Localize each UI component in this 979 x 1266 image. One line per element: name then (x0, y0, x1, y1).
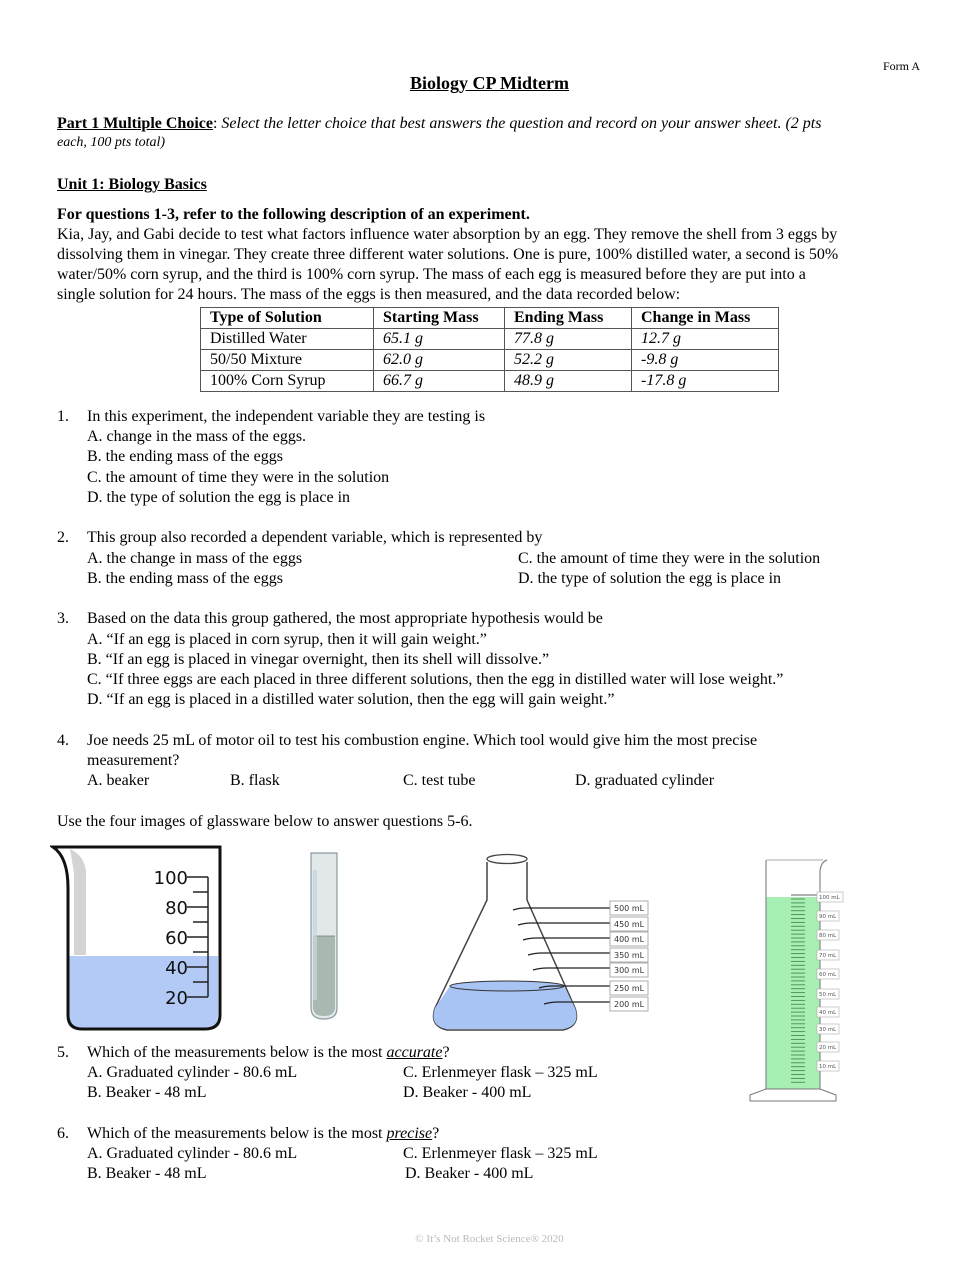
choice-d[interactable]: D. Beaker - 400 mL (405, 1165, 534, 1182)
beaker-mark: 80 (165, 898, 188, 919)
question-stem: Which of the measurements below is the most accurate? (87, 1044, 450, 1061)
question-stem: In this experiment, the independent variable they are testing is (87, 408, 486, 425)
test-tube-image (308, 850, 340, 1022)
column-header: Type of Solution (201, 308, 374, 329)
flask-mark: 250 mL (614, 984, 645, 993)
cylinder-mark: 100 mL (819, 895, 840, 901)
table-header-row (201, 308, 779, 329)
experiment-text-line: water/50% corn syrup, and the third is 100% corn syrup. The mass of each egg is measured before they are put into a (57, 266, 806, 283)
form-label: Form A (882, 59, 920, 73)
choice-b[interactable]: B. Beaker - 48 mL (87, 1165, 207, 1182)
flask-mark: 450 mL (614, 920, 645, 929)
part1-instructions: Part 1 Multiple Choice: Select the letter choice that best answers the question and record on your answer sheet. (2 pts (57, 115, 822, 132)
glassware-intro: Use the four images of glassware below to answer questions 5-6. (57, 813, 473, 830)
choice-a[interactable]: A. the change in mass of the eggs (87, 550, 303, 567)
cylinder-mark: 90 mL (819, 914, 837, 920)
copyright-footer: © It’s Not Rocket Science® 2020 (415, 1233, 564, 1245)
choice-c[interactable]: C. the amount of time they were in the solution (87, 469, 390, 486)
cylinder-mark: 20 mL (819, 1045, 837, 1051)
table-row (201, 371, 779, 392)
choice-d[interactable]: D. the type of solution the egg is place in (518, 570, 782, 587)
column-header: Starting Mass (374, 308, 505, 329)
beaker-mark: 60 (165, 928, 188, 949)
cell: 62.0 g (374, 350, 505, 371)
emphasis-accurate: accurate (386, 1044, 443, 1061)
experiment-text-line: single solution for 24 hours. The mass of the eggs is then measured, and the data recorded below: (57, 286, 681, 303)
experiment-text-line: Kia, Jay, and Gabi decide to test what factors influence water absorption by an egg. They remove the shell from 3 eggs by (57, 226, 838, 243)
flask-mark: 200 mL (614, 1000, 645, 1009)
choice-d[interactable]: D. the type of solution the egg is place in (87, 489, 351, 506)
beaker-mark: 20 (165, 988, 188, 1009)
flask-mark: 500 mL (614, 904, 645, 913)
choice-d[interactable]: D. graduated cylinder (575, 772, 715, 789)
question-stem: Joe needs 25 mL of motor oil to test his combustion engine. Which tool would give him the most precise (87, 732, 758, 749)
choice-c[interactable]: C. Erlenmeyer flask – 325 mL (403, 1145, 598, 1162)
question-number: 3. (57, 610, 69, 627)
column-header: Change in Mass (632, 308, 779, 329)
cylinder-mark: 60 mL (819, 972, 837, 978)
table-row (201, 350, 779, 371)
choice-d[interactable]: D. “If an egg is placed in a distilled water solution, then the egg will gain weight.” (87, 691, 615, 708)
choice-a[interactable]: A. beaker (87, 772, 150, 789)
choice-d[interactable]: D. Beaker - 400 mL (403, 1084, 532, 1101)
cell: 48.9 g (505, 371, 632, 392)
part1-instructions-text: Select the letter choice that best answers the question and record on your answer sheet. (2 pts (221, 115, 822, 132)
egg-mass-table (200, 307, 779, 392)
cell: 65.1 g (374, 329, 505, 350)
emphasis-precise: precise (386, 1125, 433, 1142)
part1-label: Part 1 Multiple Choice (57, 115, 213, 132)
question-number: 4. (57, 732, 69, 749)
unit-title: Unit 1: Biology Basics (57, 176, 207, 193)
choice-a[interactable]: A. “If an egg is placed in corn syrup, then it will gain weight.” (87, 631, 487, 648)
cylinder-mark: 50 mL (819, 992, 837, 998)
choice-c[interactable]: C. test tube (403, 772, 476, 789)
cell: 50/50 Mixture (201, 350, 374, 371)
question-stem: Based on the data this group gathered, the most appropriate hypothesis would be (87, 610, 603, 627)
cell: 12.7 g (632, 329, 779, 350)
choice-c[interactable]: C. “If three eggs are each placed in three different solutions, then the egg in distilled water will lose weight.” (87, 671, 784, 688)
erlenmeyer-flask-image (425, 850, 660, 1040)
cell: 77.8 g (505, 329, 632, 350)
beaker-image (50, 843, 225, 1033)
choice-a[interactable]: A. Graduated cylinder - 80.6 mL (87, 1064, 298, 1081)
cylinder-mark: 70 mL (819, 953, 837, 959)
table-row (201, 329, 779, 350)
cell: 100% Corn Syrup (201, 371, 374, 392)
cylinder-mark: 30 mL (819, 1027, 837, 1033)
flask-mark: 300 mL (614, 966, 645, 975)
flask-mark: 400 mL (614, 935, 645, 944)
beaker-mark: 100 (153, 868, 188, 889)
experiment-heading: For questions 1-3, refer to the following description of an experiment. (57, 206, 530, 223)
choice-a[interactable]: A. Graduated cylinder - 80.6 mL (87, 1145, 298, 1162)
choice-b[interactable]: B. Beaker - 48 mL (87, 1084, 207, 1101)
cell: -17.8 g (632, 371, 779, 392)
question-number: 5. (57, 1044, 69, 1061)
choice-c[interactable]: C. Erlenmeyer flask – 325 mL (403, 1064, 598, 1081)
cell: 52.2 g (505, 350, 632, 371)
column-header: Ending Mass (505, 308, 632, 329)
beaker-mark: 40 (165, 958, 188, 979)
question-number: 2. (57, 529, 69, 546)
flask-mark: 350 mL (614, 951, 645, 960)
choice-b[interactable]: B. the ending mass of the eggs (87, 570, 283, 587)
cell: -9.8 g (632, 350, 779, 371)
question-number: 1. (57, 408, 69, 425)
choice-b[interactable]: B. the ending mass of the eggs (87, 448, 283, 465)
cell: 66.7 g (374, 371, 505, 392)
graduated-cylinder-image (745, 857, 845, 1103)
question-stem-continued: measurement? (87, 752, 180, 769)
choice-b[interactable]: B. “If an egg is placed in vinegar overnight, then its shell will dissolve.” (87, 651, 550, 668)
page-title: Biology CP Midterm (410, 73, 569, 93)
part1-instructions-line2: each, 100 pts total) (57, 135, 166, 150)
question-number: 6. (57, 1125, 69, 1142)
cylinder-mark: 80 mL (819, 933, 837, 939)
experiment-text-line: dissolving them in vinegar. They create three different water solutions. One is pure, 100% distilled water, a second is 50% (57, 246, 839, 263)
question-stem: Which of the measurements below is the most precise? (87, 1125, 440, 1142)
cell: Distilled Water (201, 329, 374, 350)
cylinder-mark: 40 mL (819, 1010, 837, 1016)
choice-c[interactable]: C. the amount of time they were in the solution (518, 550, 821, 567)
choice-a[interactable]: A. change in the mass of the eggs. (87, 428, 307, 445)
cylinder-mark: 10 mL (819, 1064, 837, 1070)
choice-b[interactable]: B. flask (230, 772, 280, 789)
question-stem: This group also recorded a dependent variable, which is represented by (87, 529, 543, 546)
